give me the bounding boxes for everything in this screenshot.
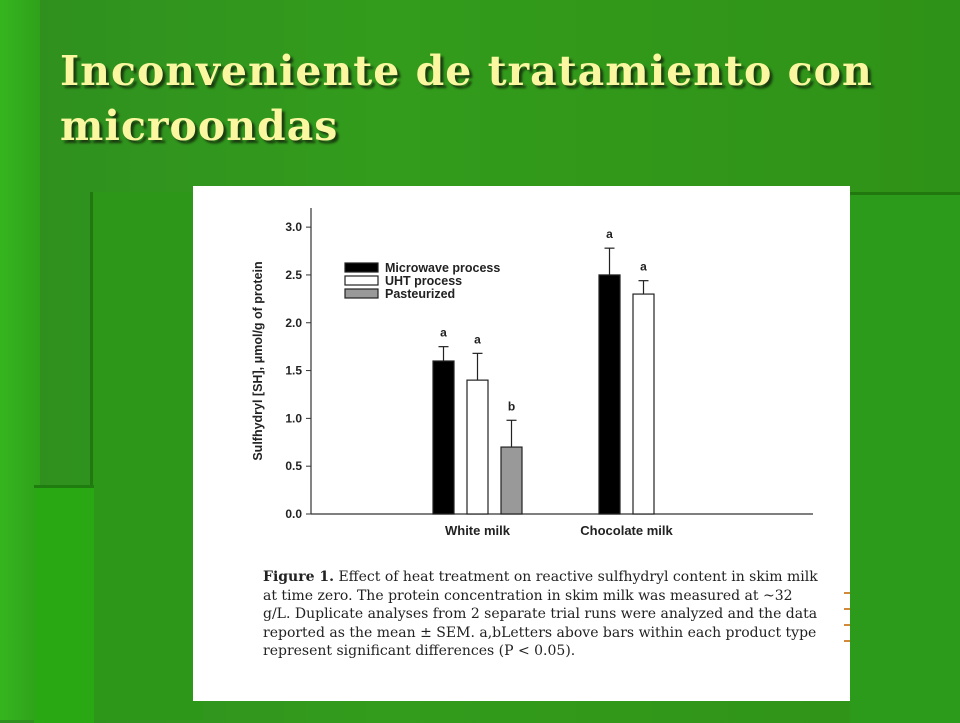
y-tick-label: 0.5 <box>285 459 302 474</box>
background-panel <box>850 192 960 723</box>
edge-marks <box>844 592 852 662</box>
figure-panel <box>193 186 850 701</box>
legend-swatch <box>345 289 378 298</box>
figure-caption <box>263 568 823 661</box>
bar <box>633 294 654 514</box>
legend-swatch <box>345 263 378 272</box>
bar <box>599 275 620 514</box>
y-tick-label: 2.0 <box>285 315 302 330</box>
significance-letter: a <box>606 227 613 242</box>
bar <box>501 447 522 514</box>
legend-label: Pasteurized <box>385 287 456 301</box>
x-category-label: White milk <box>444 523 511 538</box>
significance-letter: a <box>474 332 481 347</box>
caption-label: Figure 1. <box>263 569 334 585</box>
y-tick-label: 0.0 <box>285 507 302 521</box>
y-tick-label: 1.0 <box>285 411 302 426</box>
legend-label: UHT process <box>385 274 463 288</box>
background-panel <box>34 485 94 723</box>
background-panel <box>90 192 203 720</box>
significance-letter: a <box>440 325 447 340</box>
x-category-label: Chocolate milk <box>580 523 673 538</box>
significance-letter: b <box>507 399 516 414</box>
bar <box>433 361 454 514</box>
caption-text: Effect of heat treatment on reactive sulfhydryl content in skim milk at time zero. The protein concentration in skim milk was measured at ~32 g/L. Duplicate analyses from 2 separate trial runs were analyzed and the data reported as the mean ± SEM. a,bLetters above bars within each product type represent significant differences (P < 0.05). <box>263 569 818 659</box>
y-axis-label: Sulfhydryl [SH], μmol/g of protein <box>251 261 265 461</box>
y-tick-label: 2.5 <box>285 267 302 282</box>
y-tick-label: 3.0 <box>285 220 302 235</box>
slide-title: Inconveniente de tratamiento con microondas <box>60 47 873 150</box>
significance-letter: a <box>640 259 647 274</box>
legend-swatch <box>345 276 378 285</box>
bar-chart <box>193 186 850 566</box>
bar <box>467 380 488 514</box>
y-tick-label: 1.5 <box>285 363 302 378</box>
legend-label: Microwave process <box>385 261 501 275</box>
